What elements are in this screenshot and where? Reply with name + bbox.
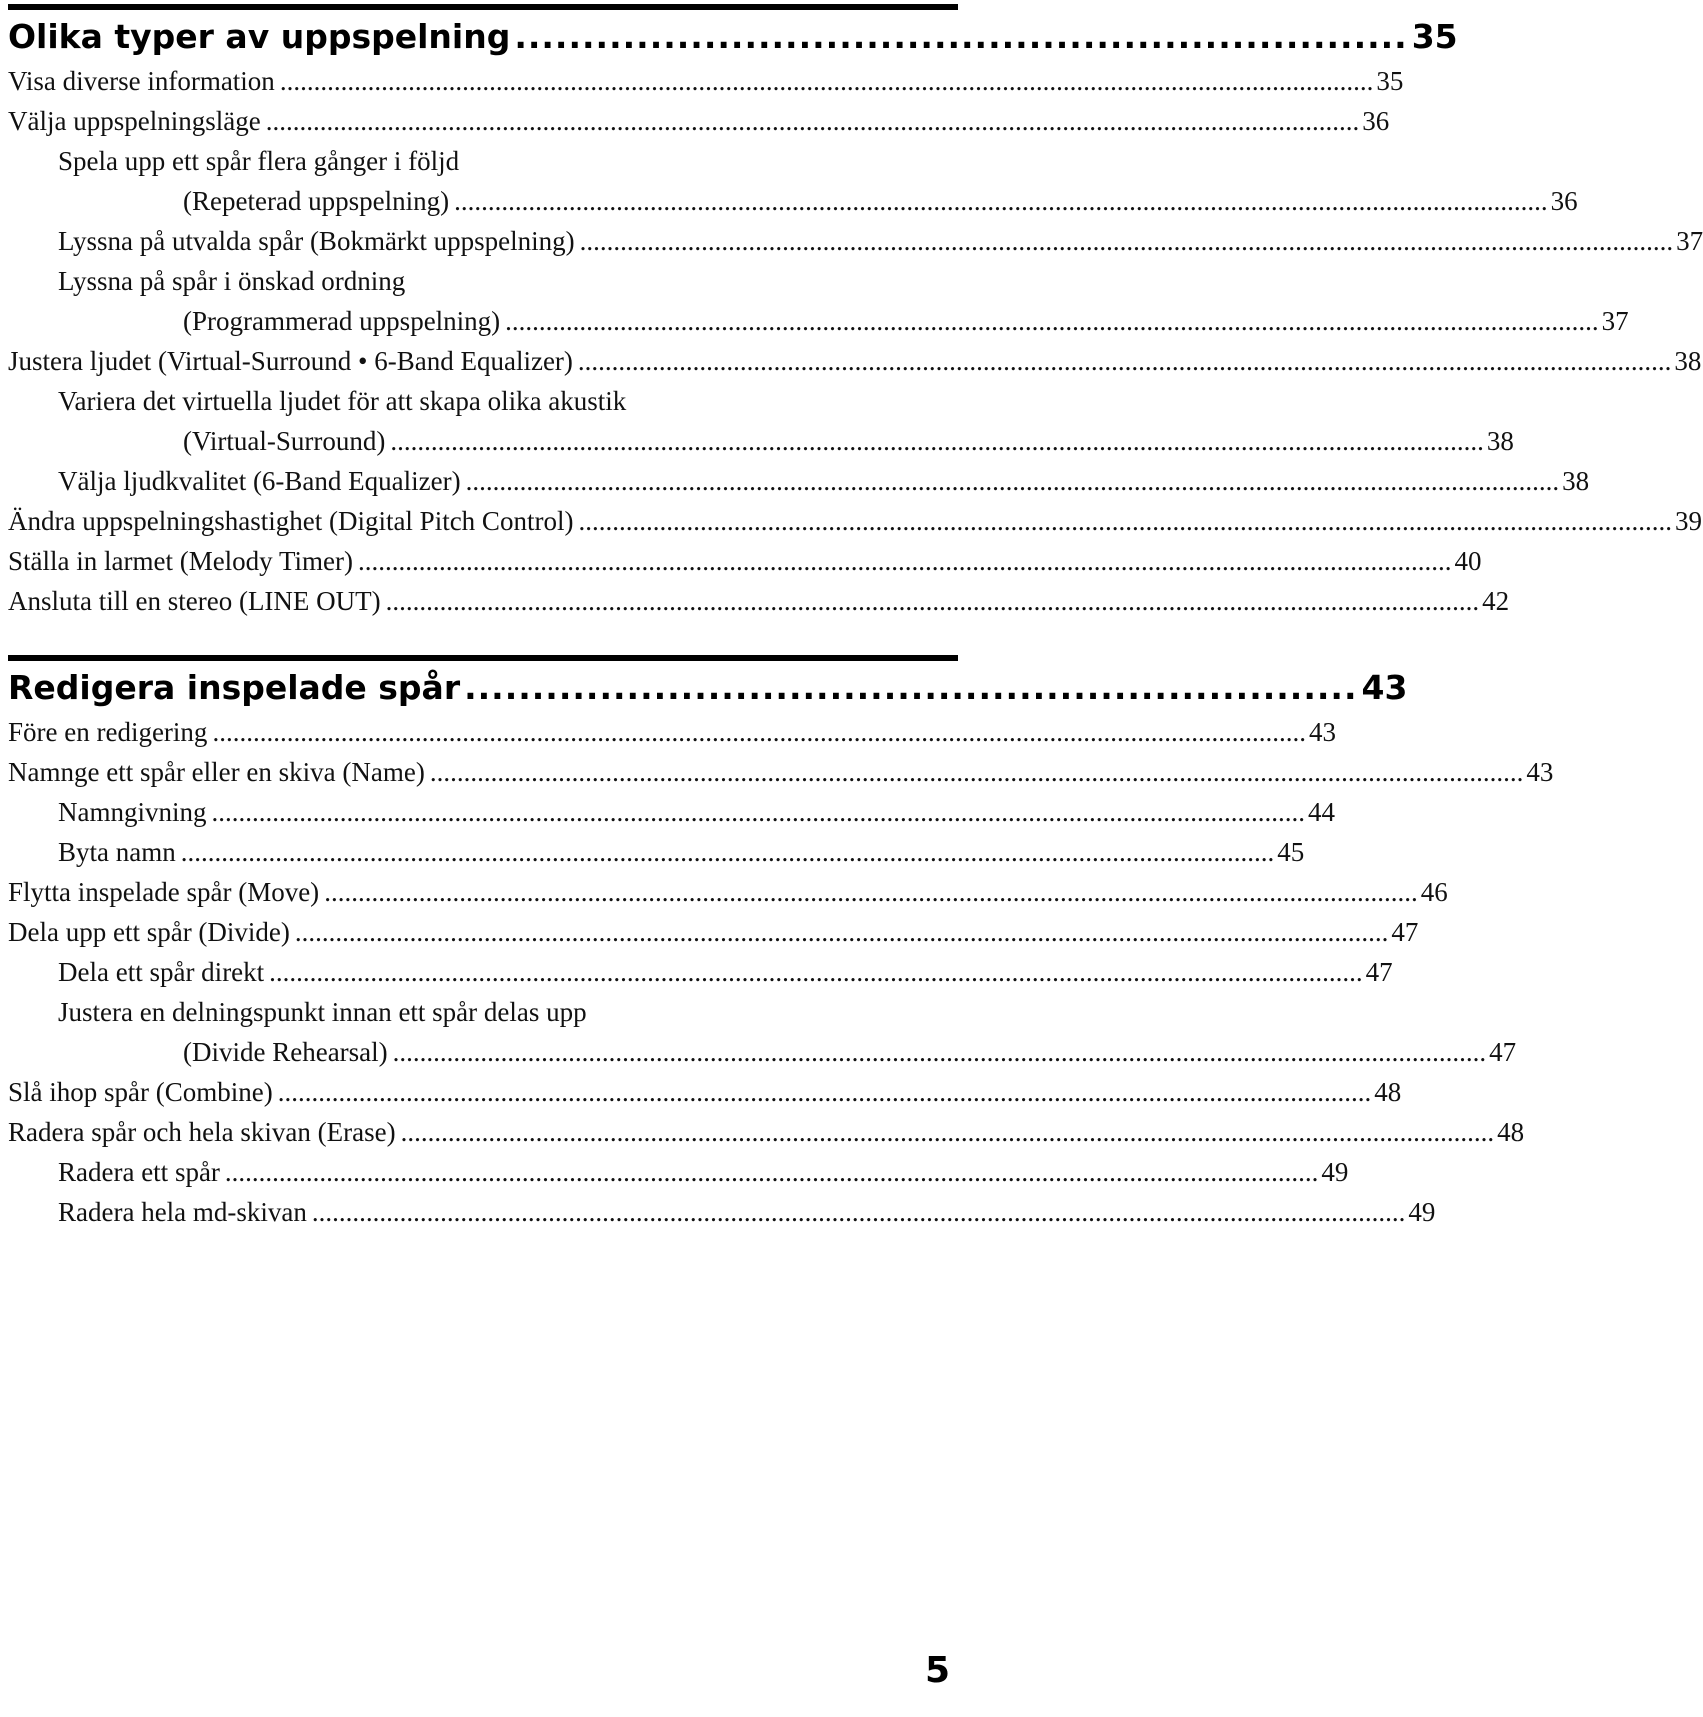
entry-page-number: 47 [1391,917,1419,947]
page-number: 5 [924,1650,950,1691]
toc-entry[interactable] [8,341,1702,381]
entry-label: Byta namn [58,837,176,867]
toc-entry[interactable] [8,421,1514,461]
entry-page-number: 44 [1308,797,1335,827]
entry-label: (Virtual-Surround) [183,426,386,456]
entry-page-number: 48 [1497,1117,1525,1147]
entry-page-number: 39 [1674,506,1702,536]
toc-entry[interactable] [8,952,1393,992]
entry-label: Spela upp ett spår flera gånger i följd [58,146,460,176]
dot-leader: .................................................................................................................................................................. [392,1037,1487,1067]
entry-label: (Divide Rehearsal) [183,1037,388,1067]
entry-page-number: 36 [1362,106,1390,136]
entry-label: Dela upp ett spår (Divide) [8,917,290,947]
dot-leader: .................................................................................................................................................................. [294,917,1389,947]
entry-label: Radera ett spår [58,1157,220,1187]
toc-entry[interactable] [8,1072,1402,1112]
entry-page-number: 40 [1454,546,1482,576]
dot-leader: .................................................................. [464,668,1358,707]
toc-entry[interactable] [8,141,951,181]
dot-leader: .................................................................................................................................................................. [385,586,1480,616]
dot-leader: .................................................................................................................................................................. [390,426,1484,456]
entry-label: Variera det virtuella ljudet för att skapa olika akustik [58,386,627,416]
toc-entries [8,61,1703,621]
toc-entry[interactable] [8,752,1554,792]
dot-leader: .................................................................................................................................................................. [279,66,1374,96]
entry-page-number: 48 [1374,1077,1402,1107]
toc-entry[interactable] [8,992,951,1032]
section-title: Olika typer av uppspelning [8,17,511,56]
entry-label: Visa diverse information [8,66,275,96]
toc-entry[interactable] [8,1192,1436,1232]
dot-leader: .................................................................................................................................................................. [357,546,1452,576]
dot-leader: .................................................................................................................................................................. [269,957,1363,987]
section-title: Redigera inspelade spår [8,668,461,707]
toc-entry[interactable] [8,832,1305,872]
entry-page-number: 38 [1562,466,1590,496]
entry-page-number: 49 [1408,1197,1436,1227]
entry-label: Justera en delningspunkt innan ett spår delas upp [58,997,587,1027]
dot-leader: .................................................................................................................................................................. [454,186,1548,216]
entry-label: Välja uppspelningsläge [8,106,261,136]
dot-leader: .................................................................................................................................................................. [505,306,1599,336]
entry-label: Slå ihop spår (Combine) [8,1077,273,1107]
toc-entry[interactable] [8,61,1404,101]
entry-page-number: 43 [1526,757,1554,787]
dot-leader: .................................................................................................................................................................. [277,1077,1372,1107]
entry-page-number: 45 [1277,837,1305,867]
entry-page-number: 36 [1550,186,1578,216]
dot-leader: .................................................................................................................................................................. [224,1157,1319,1187]
toc-entry[interactable] [8,912,1419,952]
entry-page-number: 42 [1482,586,1510,616]
entry-page-number: 46 [1420,877,1448,907]
toc-entry[interactable] [8,872,1448,912]
dot-leader: .................................................................................................................................................................. [578,506,1672,536]
entry-label: (Repeterad uppspelning) [183,186,450,216]
entry-page-number: 49 [1321,1157,1349,1187]
dot-leader: .................................................................................................................................................................. [211,797,1305,827]
entry-label: Lyssna på spår i önskad ordning [58,266,406,296]
entry-page-number: 47 [1489,1037,1517,1067]
dot-leader: .................................................................................................................................................................. [579,226,1674,256]
entry-page-number: 37 [1676,226,1703,256]
section-rule [8,4,958,10]
dot-leader: .................................................................................................................................................................. [212,717,1306,747]
toc-entry[interactable] [8,101,1390,141]
entry-label: Radera spår och hela skivan (Erase) [8,1117,396,1147]
entry-label: Välja ljudkvalitet (6-Band Equalizer) [58,466,461,496]
dot-leader: .................................................................................................................................................................. [311,1197,1406,1227]
entry-page-number: 35 [1376,66,1404,96]
entry-page-number: 38 [1674,346,1702,376]
entry-page-number: 47 [1365,957,1393,987]
toc-entry[interactable] [8,461,1590,501]
toc-entry[interactable] [8,581,1510,621]
entry-label: Justera ljudet (Virtual-Surround • 6-Band Equalizer) [8,346,573,376]
toc-entry[interactable] [8,1152,1349,1192]
section-heading[interactable] [8,14,1458,60]
dot-leader: .................................................................................................................................................................. [429,757,1524,787]
toc-entry[interactable] [8,1112,1525,1152]
entry-label: Ändra uppspelningshastighet (Digital Pitch Control) [8,506,574,536]
entry-label: Ansluta till en stereo (LINE OUT) [8,586,381,616]
section-heading[interactable] [8,665,1408,711]
toc-section-playback [8,4,1703,621]
toc-section-editing [8,655,1554,1232]
dot-leader: .................................................................................................................................................................. [324,877,1418,907]
toc-entry[interactable] [8,792,1335,832]
entry-label: Namngivning [58,797,207,827]
toc-entry[interactable] [8,301,1629,341]
entry-label: Före en redigering [8,717,208,747]
dot-leader: .................................................................................................................................................................. [577,346,1672,376]
dot-leader: .................................................................................................................................................................. [265,106,1360,136]
dot-leader: .................................................................................................................................................................. [180,837,1275,867]
section-page-number: 35 [1411,17,1458,56]
dot-leader: .................................................................................................................................................................. [465,466,1560,496]
toc-entries [8,712,1554,1232]
entry-page-number: 37 [1601,306,1629,336]
entry-page-number: 38 [1486,426,1514,456]
toc-entry[interactable] [8,181,1578,221]
dot-leader: .................................................................................................................................................................. [400,1117,1495,1147]
entry-label: Namnge ett spår eller en skiva (Name) [8,757,425,787]
toc-entry[interactable] [8,221,1703,261]
dot-leader: .................................................................. [514,17,1408,56]
entry-label: Lyssna på utvalda spår (Bokmärkt uppspelning) [58,226,575,256]
entry-label: Dela ett spår direkt [58,957,265,987]
toc-entry[interactable] [8,381,951,421]
toc-entry[interactable] [8,712,1336,752]
toc-entry[interactable] [8,1032,1517,1072]
section-page-number: 43 [1361,668,1408,707]
entry-label: (Programmerad uppspelning) [183,306,501,336]
entry-label: Flytta inspelade spår (Move) [8,877,320,907]
entry-label: Ställa in larmet (Melody Timer) [8,546,353,576]
entry-label: Radera hela md-skivan [58,1197,307,1227]
toc-entry[interactable] [8,261,951,301]
toc-entry[interactable] [8,541,1482,581]
entry-page-number: 43 [1308,717,1336,747]
section-rule [8,655,958,661]
toc-entry[interactable] [8,501,1702,541]
